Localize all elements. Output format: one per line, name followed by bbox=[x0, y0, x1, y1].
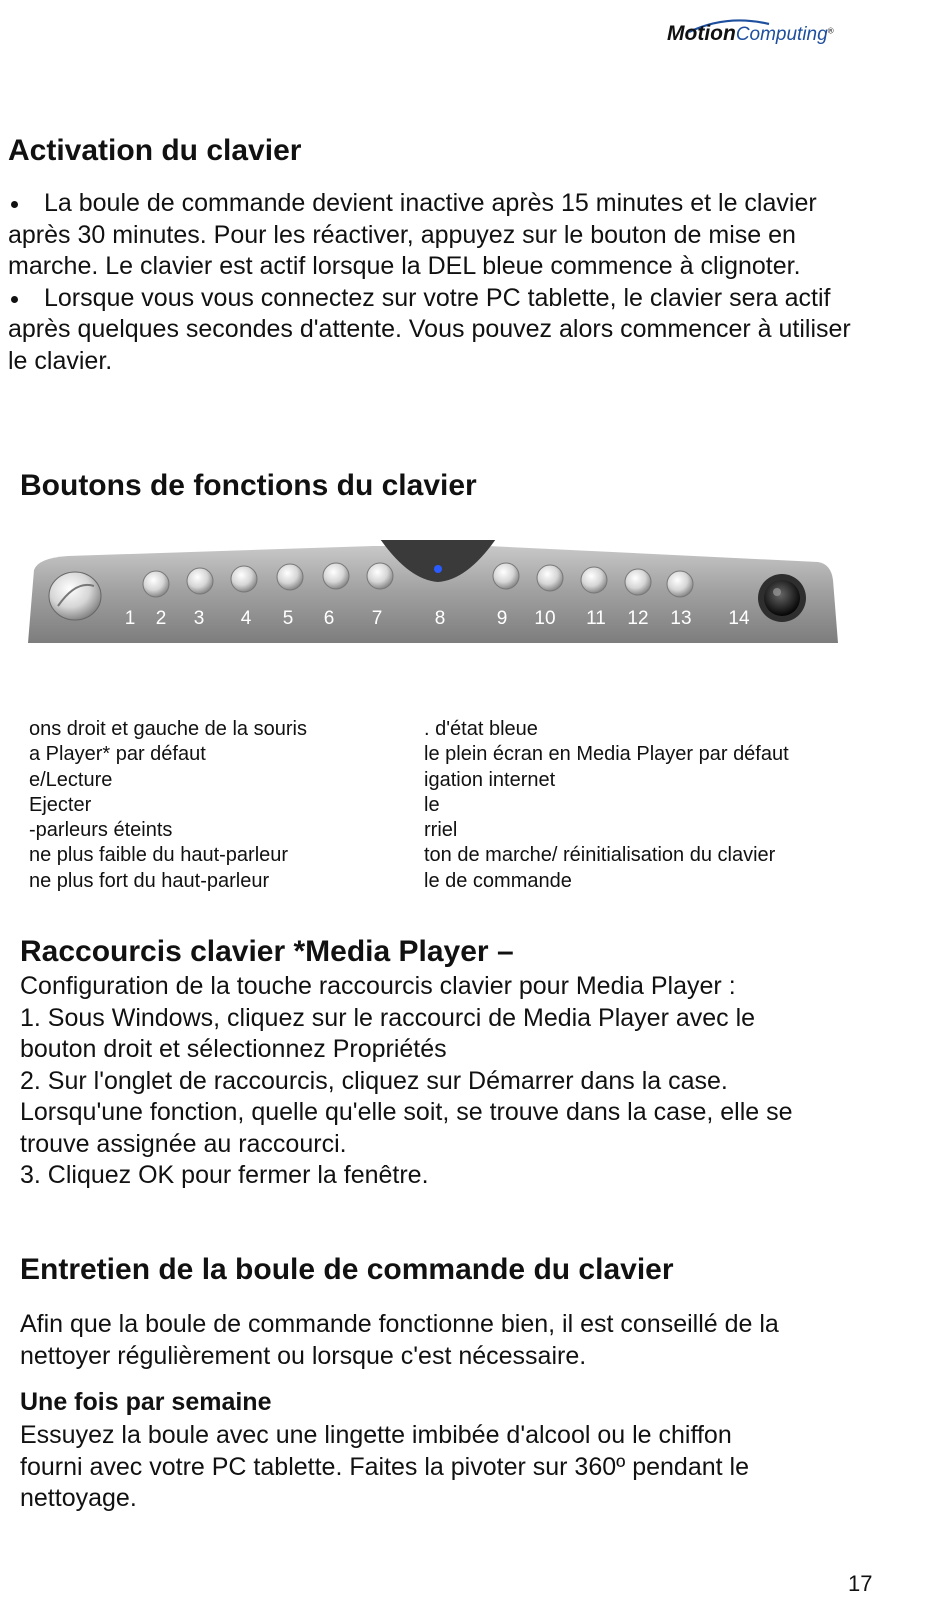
button-number: 6 bbox=[323, 608, 335, 629]
button-number: 4 bbox=[240, 608, 252, 629]
button-number: 11 bbox=[586, 608, 606, 629]
button-number: 3 bbox=[193, 608, 205, 629]
text-line: nettoyer régulièrement ou lorsque c'est nécessaire. bbox=[20, 1341, 587, 1370]
button-number: 2 bbox=[155, 608, 167, 629]
legend-item: le plein écran en Media Player par défaut bbox=[424, 743, 789, 766]
button-number: 14 bbox=[728, 608, 750, 629]
button-number: 12 bbox=[627, 608, 649, 629]
legend-item: Ejecter bbox=[29, 793, 92, 816]
legend-left-column bbox=[29, 717, 359, 894]
legend-right-column bbox=[424, 717, 864, 894]
legend-item: ne plus fort du haut-parleur bbox=[29, 869, 270, 892]
text-line: Lorsqu'une fonction, quelle qu'elle soit, se trouve dans la case, elle se bbox=[20, 1098, 793, 1126]
button-number: 7 bbox=[371, 608, 383, 629]
legend-item: e/Lecture bbox=[29, 768, 113, 791]
legend-item: ton de marche/ réinitialisation du clavier bbox=[424, 844, 776, 867]
heading-trackball-maintenance: Entretien de la boule de commande du clavier bbox=[20, 1253, 674, 1286]
subheading-weekly: Une fois par semaine bbox=[20, 1388, 272, 1416]
button-number: 9 bbox=[496, 608, 508, 629]
text-line: 3. Cliquez OK pour fermer la fenêtre. bbox=[20, 1161, 429, 1189]
legend-item: ne plus faible du haut-parleur bbox=[29, 844, 289, 867]
legend-item: le bbox=[424, 793, 440, 816]
text-line: nettoyage. bbox=[20, 1484, 137, 1512]
legend-item: -parleurs éteints bbox=[29, 819, 173, 842]
status-led-icon bbox=[434, 565, 442, 573]
media-player-instructions bbox=[20, 971, 900, 1192]
logo-registered-mark: ® bbox=[827, 26, 834, 36]
text-line: fourni avec votre PC tablette. Faites la pivoter sur 360º pendant le bbox=[20, 1452, 749, 1481]
text-line: Essuyez la boule avec une lingette imbibée d'alcool ou le chiffon bbox=[20, 1421, 732, 1449]
heading-function-buttons: Boutons de fonctions du clavier bbox=[20, 469, 477, 502]
button-number: 10 bbox=[534, 608, 556, 629]
text-line: trouve assignée au raccourci. bbox=[20, 1129, 347, 1158]
mouse-buttons-icon bbox=[49, 572, 101, 620]
logo-word-computing: Computing bbox=[735, 24, 828, 45]
activation-bullets bbox=[8, 188, 868, 377]
text-line: Configuration de la touche raccourcis clavier pour Media Player : bbox=[20, 972, 736, 1000]
keyboard-function-buttons-image bbox=[28, 540, 838, 643]
legend-item: ons droit et gauche de la souris bbox=[29, 718, 307, 740]
button-number: 1 bbox=[124, 608, 136, 629]
text-line: 1. Sous Windows, cliquez sur le raccourci de Media Player avec le bbox=[20, 1003, 756, 1032]
legend-item: le de commande bbox=[424, 869, 572, 892]
motion-computing-logo bbox=[667, 18, 867, 58]
legend-item: . d'état bleue bbox=[424, 718, 538, 740]
heading-media-player-shortcuts: Raccourcis clavier *Media Player – bbox=[20, 935, 514, 968]
logo-word-motion: Motion bbox=[667, 22, 736, 45]
legend-item: rriel bbox=[424, 819, 458, 842]
maintenance-intro bbox=[20, 1309, 900, 1372]
button-number: 13 bbox=[670, 608, 692, 629]
button-number: 5 bbox=[282, 608, 294, 629]
button-number: 8 bbox=[434, 608, 446, 629]
bullet-item: Lorsque vous vous connectez sur votre PC tablette, le clavier sera actif après quelques secondes d'attente. Vous pouvez alors commencer à utiliser le clavier. bbox=[8, 283, 868, 378]
legend-item: igation internet bbox=[424, 768, 556, 791]
bullet-item: La boule de commande devient inactive après 15 minutes et le clavier après 30 minutes. Pour les réactiver, appuyez sur le bouton de mise en marche. Le clavier est actif lorsque la DEL bleue commence à clignoter. bbox=[8, 188, 868, 283]
text-line: 2. Sur l'onglet de raccourcis, cliquez sur Démarrer dans la case. bbox=[20, 1066, 728, 1095]
heading-activation: Activation du clavier bbox=[8, 134, 302, 167]
legend-item: a Player* par défaut bbox=[29, 743, 206, 766]
trackball-icon bbox=[764, 580, 800, 616]
maintenance-body bbox=[20, 1420, 900, 1515]
text-line: Afin que la boule de commande fonctionne bien, il est conseillé de la bbox=[20, 1310, 779, 1338]
text-line: bouton droit et sélectionnez Propriétés bbox=[20, 1035, 447, 1063]
page-number: 17 bbox=[848, 1571, 873, 1596]
